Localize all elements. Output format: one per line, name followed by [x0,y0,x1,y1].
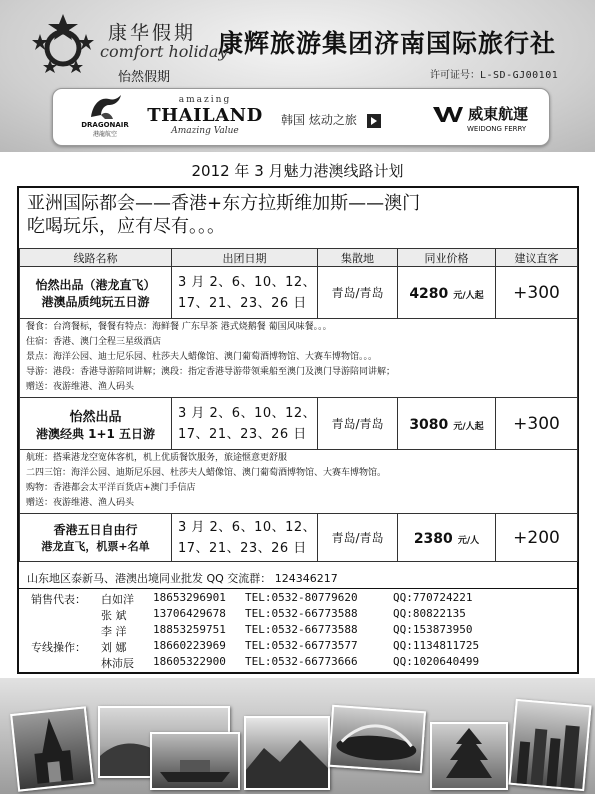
plan-title: 2012 年 3 月魅力港澳线路计划 [191,162,404,180]
route-details [20,450,578,514]
contact-qq: QQ:153873950 [393,623,473,636]
table-row [20,398,578,450]
table-header-row [20,249,578,267]
brand-english-name: comfort holiday [100,42,228,61]
route-name [20,267,172,319]
dates-line: 3 月 2、6、10、12、 [178,274,317,290]
routes-table [19,248,578,562]
korea-logo [281,111,383,130]
ferry-chinese-name: 威東航運 [468,105,529,123]
contact-role: 销售代表： [31,593,86,606]
travel-photo-collage [0,678,595,794]
contact-name: 林沛辰 [101,657,134,670]
contact-tel: TEL:0532-66773588 [245,607,358,620]
contact-tel: TEL:0532-66773588 [245,623,358,636]
departure-dates [172,267,318,319]
contact-tel: TEL:0532-66773577 [245,639,358,652]
temple-icon [12,708,91,789]
price-value: 4280 [409,286,449,302]
dates-line: 3 月 2、6、10、12、 [178,405,317,421]
detail-line: 二四三馆：海洋公园、迪斯尼乐园、杜莎夫人蜡像馆、澳门葡萄酒博物馆、大赛车博物馆。 [26,468,387,478]
column-header: 线路名称 [20,249,172,267]
contact-qq: QQ:770724221 [393,591,473,604]
route-name-line: 港澳经典 1+1 五日游 [35,426,156,441]
route-details [20,319,578,398]
contact-name: 白如洋 [101,593,134,606]
price-unit: 元/人起 [453,291,484,301]
pagoda-photo [430,722,508,790]
contact-mobile: 18853259751 [153,623,226,636]
trade-price [398,398,496,450]
qq-group-line: 山东地区泰新马、港澳出境同业批发 QQ 交流群： 124346217 [27,572,338,585]
thailand-small: amazing [178,95,232,105]
contact-name: 张 斌 [101,609,127,622]
retail-markup: +300 [496,267,578,319]
detail-line: 导游：港段：香港导游陪同讲解；澳段：指定香港导游带领乘船至澳门及澳门导游陪同讲解； [26,367,396,377]
price-value: 3080 [409,417,449,433]
license-label: 许可证号： [430,70,480,81]
route-name-line: 港澳品质纯玩五日游 [41,294,150,309]
stadium-icon [330,707,424,771]
detail-line: 住宿：香港、澳门全程三星级酒店 [26,337,162,347]
contact-mobile: 18605322900 [153,655,226,668]
dragon-icon [87,93,123,121]
detail-line: 购物：香港都会太平洋百货店+澳门手信店 [26,483,196,493]
contact-tel: TEL:0532-66773666 [245,655,358,668]
price-unit: 元/人 [457,536,480,546]
temple-photo [10,706,94,792]
detail-line: 赠送：夜游维港、渔人码头 [26,498,135,508]
route-headline-line2: 吃喝玩乐，应有尽有。。。 [27,216,225,237]
company-logo-icon [30,10,96,76]
route-name-line: 怡然出品 [69,409,122,425]
contacts-box [17,588,579,674]
dragonair-logo [71,93,139,138]
route-name-line: 怡然出品（港龙直飞） [35,277,156,292]
dates-line: 17、21、23、26 日 [178,540,307,556]
origin-city: 青岛/青岛 [318,398,398,450]
table-row-details [20,319,578,398]
bay-photo [244,716,330,790]
retail-markup: +300 [496,398,578,450]
ferry-english-name: WEIDONG FERRY [467,125,527,133]
korea-emblem-icon [365,112,383,130]
column-header: 同业价格 [398,249,496,267]
agency-name: 康辉旅游集团济南国际旅行社 [218,29,557,58]
route-name [20,514,172,562]
column-header: 建议直客 [496,249,578,267]
detail-line: 景点：海洋公园、迪士尼乐园、杜莎夫人蜡像馆、澳门葡萄酒博物馆、大赛车博物馆。。。 [26,352,378,362]
contact-mobile: 13706429678 [153,607,226,620]
route-headline-line1: 亚洲国际都会——香港+东方拉斯维加斯——澳门 [27,193,421,214]
contact-mobile: 18653296901 [153,591,226,604]
route-name-line: 香港五日自由行 [53,523,138,537]
dragonair-name: DRAGONAIR [81,121,129,129]
contact-qq: QQ:1020640499 [393,655,480,668]
contact-name: 刘 娜 [101,641,127,654]
contact-tel: TEL:0532-80779620 [245,591,358,604]
trade-price [398,267,496,319]
dates-line: 3 月 2、6、10、12、 [178,519,317,535]
table-row-details [20,450,578,514]
partner-logos-bar [52,88,550,146]
route-name [20,398,172,450]
departure-dates [172,514,318,562]
contact-name: 李 洋 [101,625,127,638]
detail-line: 餐食：台湾餐标，餐餐有特点：海鲜餐 广东早茶 港式烧鹅餐 葡国风味餐。。。 [26,322,332,332]
trade-price [398,514,496,562]
origin-city: 青岛/青岛 [318,267,398,319]
thailand-word: THAILAND [147,105,263,126]
korea-text: 韩国 炫动之旅 [281,113,357,127]
stadium-photo [328,705,426,773]
pagoda-icon [432,724,506,788]
contact-role: 专线操作： [31,641,86,654]
license-number [430,66,558,81]
header-banner [0,0,595,152]
contact-mobile: 18660223969 [153,639,226,652]
route-headline [27,192,420,238]
dragonair-cn: 港龍航空 [92,131,117,138]
column-header: 出团日期 [172,249,318,267]
table-row [20,267,578,319]
table-row [20,514,578,562]
price-value: 2380 [413,531,453,547]
route-plan-box [17,186,579,590]
city-photo [508,699,591,791]
skyline-icon [511,701,590,789]
price-unit: 元/人起 [453,422,484,432]
brand-chinese-name: 康华假期 [108,22,197,44]
detail-line: 赠送：夜游维港、渔人码头 [26,382,135,392]
dates-line: 17、21、23、26 日 [178,426,307,442]
column-header: 集散地 [318,249,398,267]
contact-qq: QQ:1134811725 [393,639,480,652]
departure-dates [172,398,318,450]
thailand-logo [145,95,265,136]
brand-subtitle: 怡然假期 [118,70,171,85]
retail-markup: +200 [496,514,578,562]
route-name-line: 港龙直飞，机票+名单 [41,540,150,553]
weidong-ferry-logo [433,103,529,133]
ship-icon [152,734,238,788]
origin-city: 青岛/青岛 [318,514,398,562]
license-value: L-SD-GJ00101 [480,70,559,81]
dates-line: 17、21、23、26 日 [178,295,307,311]
mountain-icon [246,718,328,788]
contact-qq: QQ:80822135 [393,607,466,620]
detail-line: 航班：搭乘港龙空宽体客机，机上优质餐饮服务，旅途惬意更舒服 [26,453,288,463]
ferry-w-icon [433,104,463,124]
harbor-photo [150,732,240,790]
thailand-tagline: Amazing Value [171,126,239,136]
